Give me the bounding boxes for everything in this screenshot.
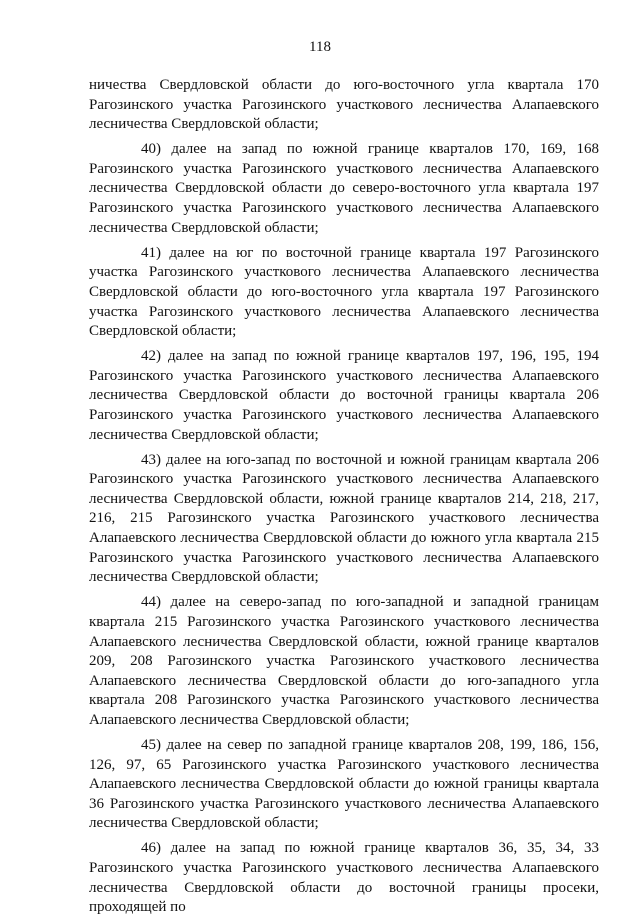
page-number: 118 xyxy=(309,39,331,55)
paragraph-item-44: 44) далее на северо-запад по юго-западной и западной границам квартала 215 Рагозинского участка Рагозинского участкового лесничества Алапаевского лесничества Свердловской области, южной границе кварталов 209, 208 Рагозинского участка Рагозинского участкового лесничества Алапаевского лесничества Свердловской области до юго-западного угла квартала 208 Рагозинского участка Рагозинского участкового лесничества Алапаевского лесничества Свердловской области; xyxy=(89,594,599,728)
paragraph-item-45: 45) далее на север по западной границе кварталов 208, 199, 186, 156, 126, 97, 65 Рагозинского участка Рагозинского участкового лесничества Алапаевского лесничества Свердловской области до южной границы квартала 36 Рагозинского участка Рагозинского участкового лесничества Алапаевского лесничества Свердловской области; xyxy=(89,737,599,832)
document-body xyxy=(89,76,599,923)
paragraph-item-43: 43) далее на юго-запад по восточной и южной границам квартала 206 Рагозинского участка Рагозинского участкового лесничества Алапаевского лесничества Свердловской области, южной границе кварталов 214, 218, 217, 216, 215 Рагозинского участка Рагозинского участкового лесничества Алапаевского лесничества Свердловской области до южного угла квартала 215 Рагозинского участка Рагозинского участкового лесничества Алапаевского лесничества Свердловской области; xyxy=(89,451,599,586)
paragraph-item-46: 46) далее на запад по южной границе кварталов 36, 35, 34, 33 Рагозинского участка Рагозинского участкового лесничества Алапаевского лесничества Свердловской области до восточной границы просеки, проходящей по xyxy=(89,840,599,916)
paragraph-item-42: 42) далее на запад по южной границе кварталов 197, 196, 195, 194 Рагозинского участка Рагозинского участкового лесничества Алапаевского лесничества Свердловской области до восточной границы квартала 206 Рагозинского участка Рагозинского участкового лесничества Алапаевского лесничества Свердловской области; xyxy=(89,348,599,443)
paragraph-item-41: 41) далее на юг по восточной границе квартала 197 Рагозинского участка Рагозинского участкового лесничества Алапаевского лесничества Свердловской области до юго-восточного угла квартала 197 Рагозинского участка Рагозинского участкового лесничества Алапаевского лесничества Свердловской области; xyxy=(89,244,599,340)
paragraph-continuation: ничества Свердловской области до юго-восточного угла квартала 170 Рагозинского участка Рагозинского участкового лесничества Алапаевского лесничества Свердловской области; xyxy=(89,77,599,133)
paragraph-item-40: 40) далее на запад по южной границе кварталов 170, 169, 168 Рагозинского участка Рагозинского участкового лесничества Алапаевского лесничества Свердловской области до северо-восточного угла квартала 197 Рагозинского участка Рагозинского участкового лесничества Алапаевского лесничества Свердловской области; xyxy=(89,141,599,236)
